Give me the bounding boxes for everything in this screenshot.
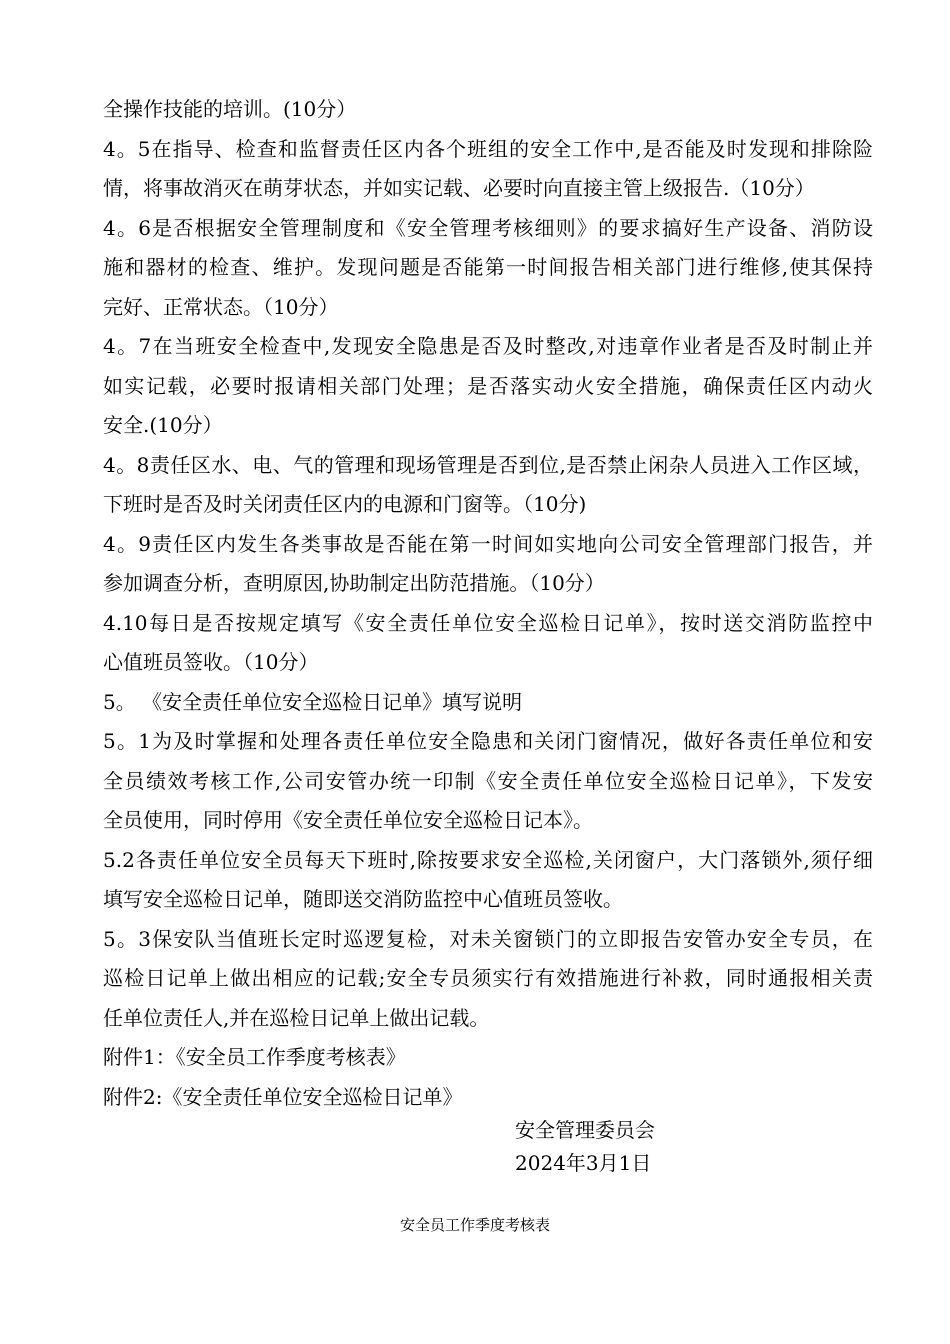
document-line: 5。 《安全责任单位安全巡检日记单》填写说明 (103, 689, 523, 714)
document-line: 4。8责任区水、电、气的管理和现场管理是否到位,是否禁止闲杂人员进入工作区域， (103, 452, 873, 477)
document-body (103, 90, 873, 1117)
document-line: 参加调查分析，查明原因,协助制定出防范措施。（10分） (103, 571, 605, 595)
document-line: 填写安全巡检日记单，随即送交消防监控中心值班员签收。 (103, 887, 623, 911)
document-line: 5.2各责任单位安全员每天下班时,除按要求安全巡检,关闭窗户，大门落锁外,须仔细 (103, 847, 873, 872)
document-line: 完好、正常状态。（10分） (103, 294, 339, 319)
document-line: 如实记载，必要时报请相关部门处理；是否落实动火安全措施，确保责任区内动火 (103, 373, 873, 398)
document-line: 巡检日记单上做出相应的记载;安全专员须实行有效措施进行补救，同时通报相关责 (103, 966, 873, 990)
document-line: 全操作技能的培训。(10分） (103, 97, 357, 121)
signature-date: 2024年3月1日 (515, 1151, 652, 1175)
document-line: 4.10每日是否按规定填写《安全责任单位安全巡检日记单》，按时送交消防监控中 (103, 610, 873, 635)
document-line: 附件1：《安全员工作季度考核表》 (103, 1045, 406, 1069)
document-line: 心值班员签收。（10分） (103, 650, 319, 674)
document-line: 全员使用，同时停用《安全责任单位安全巡检日记本》。 (103, 808, 593, 832)
document-line: 全员绩效考核工作,公司安管办统一印制《安全责任单位安全巡检日记单》，下发安 (103, 768, 873, 793)
document-line: 情，将事故消灭在萌芽状态，并如实记载、必要时向直接主管上级报告.（10分） (103, 176, 815, 200)
document-line: 附件2:《安全责任单位安全巡检日记单》 (103, 1084, 463, 1109)
document-line: 4。6是否根据安全管理制度和《安全管理考核细则》的要求搞好生产设备、消防设 (103, 215, 873, 240)
document-line: 安全.(10分） (103, 413, 223, 437)
appendix-table-title: 安全员工作季度考核表 (399, 1216, 550, 1234)
document-line: 4。5在指导、检查和监督责任区内各个班组的安全工作中,是否能及时发现和排除险 (103, 136, 873, 161)
document-line: 任单位责任人,并在巡检日记单上做出记载。 (103, 1005, 490, 1030)
document-line: 5。3保安队当值班长定时巡逻复检，对未关窗锁门的立即报告安管办安全专员，在 (103, 926, 873, 951)
document-line: 5。1为及时掌握和处理各责任单位安全隐患和关闭门窗情况，做好各责任单位和安 (103, 729, 873, 753)
document-line: 4。9责任区内发生各类事故是否能在第一时间如实地向公司安全管理部门报告，并 (103, 531, 873, 556)
document-line: 施和器材的检查、维护。发现问题是否能第一时间报告相关部门进行维修,使其保持 (103, 255, 873, 279)
document-line: 下班时是否及时关闭责任区内的电源和门窗等。（10分) (103, 492, 587, 516)
signature-organization: 安全管理委员会 (515, 1118, 655, 1142)
document-line: 4。7在当班安全检查中,发现安全隐患是否及时整改,对违章作业者是否及时制止并 (103, 334, 873, 358)
